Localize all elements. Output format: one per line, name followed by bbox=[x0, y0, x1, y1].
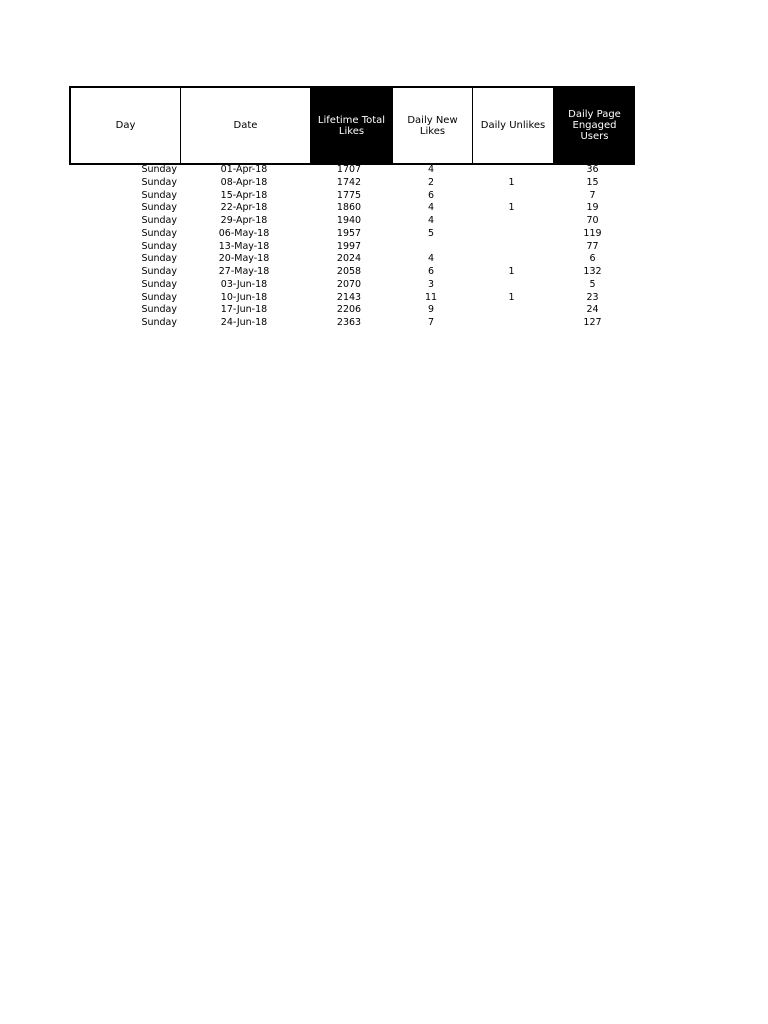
cell-daily-page-engaged-users[interactable]: 19 bbox=[586, 202, 599, 214]
cell-daily-new-likes[interactable]: 11 bbox=[424, 291, 438, 303]
table-header-row bbox=[69, 86, 635, 165]
cell-lifetime-total-likes[interactable]: 2363 bbox=[336, 317, 362, 328]
table-row bbox=[69, 164, 635, 177]
table-row bbox=[69, 190, 635, 203]
header-day[interactable]: Day bbox=[71, 88, 181, 163]
cell-daily-unlikes[interactable]: 1 bbox=[508, 266, 515, 277]
cell-daily-unlikes[interactable] bbox=[471, 241, 552, 254]
table-row bbox=[69, 253, 635, 266]
cell-daily-unlikes[interactable] bbox=[471, 279, 552, 292]
cell-daily-page-engaged-users[interactable]: 70 bbox=[586, 215, 599, 226]
cell-daily-new-likes[interactable]: 5 bbox=[427, 227, 435, 239]
cell-daily-page-engaged-users[interactable]: 6 bbox=[589, 253, 596, 265]
cell-day[interactable]: Sunday bbox=[141, 240, 177, 252]
cell-day[interactable]: Sunday bbox=[141, 253, 177, 265]
cell-day[interactable]: Sunday bbox=[141, 291, 177, 303]
header-daily-page-engaged-users[interactable]: Daily Page Engaged Users bbox=[554, 88, 635, 163]
cell-date[interactable]: 15-Apr-18 bbox=[220, 189, 268, 201]
table-row bbox=[69, 177, 635, 190]
cell-day[interactable]: Sunday bbox=[141, 164, 177, 175]
cell-lifetime-total-likes[interactable]: 1707 bbox=[336, 164, 362, 175]
cell-daily-new-likes[interactable]: 6 bbox=[427, 189, 435, 201]
cell-daily-new-likes[interactable]: 3 bbox=[427, 278, 435, 290]
table-row bbox=[69, 304, 635, 317]
cell-date[interactable]: 29-Apr-18 bbox=[220, 215, 268, 226]
cell-lifetime-total-likes[interactable]: 2058 bbox=[336, 266, 362, 277]
cell-date[interactable]: 13-May-18 bbox=[218, 240, 270, 252]
cell-daily-new-likes[interactable]: 4 bbox=[427, 253, 435, 265]
cell-day[interactable]: Sunday bbox=[141, 189, 177, 201]
cell-daily-new-likes[interactable]: 6 bbox=[427, 266, 435, 277]
table-row bbox=[69, 266, 635, 279]
cell-lifetime-total-likes[interactable]: 2143 bbox=[336, 291, 362, 303]
table-row bbox=[69, 292, 635, 305]
table-row bbox=[69, 202, 635, 215]
cell-daily-unlikes[interactable] bbox=[471, 253, 552, 266]
cell-daily-page-engaged-users[interactable]: 36 bbox=[586, 164, 599, 175]
cell-lifetime-total-likes[interactable]: 1957 bbox=[336, 227, 362, 239]
cell-daily-page-engaged-users[interactable]: 24 bbox=[586, 304, 599, 316]
header-lifetime-total-likes[interactable]: Lifetime Total Likes bbox=[311, 88, 393, 163]
cell-lifetime-total-likes[interactable]: 2024 bbox=[336, 253, 362, 265]
header-daily-new-likes[interactable]: Daily New Likes bbox=[393, 88, 473, 163]
cell-daily-page-engaged-users[interactable]: 23 bbox=[586, 291, 599, 303]
cell-daily-unlikes[interactable]: 1 bbox=[508, 202, 515, 214]
cell-lifetime-total-likes[interactable]: 1997 bbox=[336, 240, 362, 252]
cell-daily-unlikes[interactable] bbox=[471, 215, 552, 228]
cell-day[interactable]: Sunday bbox=[141, 317, 177, 328]
spreadsheet-table bbox=[69, 86, 635, 330]
cell-daily-new-likes[interactable]: 4 bbox=[427, 215, 435, 226]
cell-date[interactable]: 20-May-18 bbox=[218, 253, 270, 265]
cell-daily-page-engaged-users[interactable]: 77 bbox=[586, 240, 599, 252]
header-date[interactable]: Date bbox=[181, 88, 311, 163]
cell-day[interactable]: Sunday bbox=[141, 304, 177, 316]
cell-lifetime-total-likes[interactable]: 1940 bbox=[336, 215, 362, 226]
table-body bbox=[69, 164, 635, 330]
table-row bbox=[69, 215, 635, 228]
cell-date[interactable]: 24-Jun-18 bbox=[220, 317, 268, 328]
cell-day[interactable]: Sunday bbox=[141, 227, 177, 239]
table-row bbox=[69, 317, 635, 330]
cell-daily-page-engaged-users[interactable]: 119 bbox=[583, 227, 602, 239]
cell-daily-page-engaged-users[interactable]: 127 bbox=[583, 317, 602, 328]
table-row bbox=[69, 228, 635, 241]
cell-daily-new-likes[interactable]: 7 bbox=[427, 317, 435, 328]
cell-date[interactable]: 06-May-18 bbox=[218, 227, 270, 239]
cell-daily-new-likes[interactable]: 2 bbox=[427, 176, 435, 188]
cell-date[interactable]: 01-Apr-18 bbox=[220, 164, 268, 175]
cell-lifetime-total-likes[interactable]: 1775 bbox=[336, 189, 362, 201]
cell-lifetime-total-likes[interactable]: 1860 bbox=[336, 202, 362, 214]
cell-day[interactable]: Sunday bbox=[141, 266, 177, 277]
header-daily-unlikes[interactable]: Daily Unlikes bbox=[473, 88, 554, 163]
cell-daily-page-engaged-users[interactable]: 132 bbox=[583, 266, 602, 277]
cell-lifetime-total-likes[interactable]: 1742 bbox=[336, 176, 362, 188]
cell-date[interactable]: 22-Apr-18 bbox=[220, 202, 268, 214]
cell-day[interactable]: Sunday bbox=[141, 215, 177, 226]
cell-daily-new-likes[interactable]: 4 bbox=[427, 164, 435, 175]
cell-date[interactable]: 17-Jun-18 bbox=[220, 304, 268, 316]
cell-daily-unlikes[interactable]: 1 bbox=[508, 291, 515, 303]
cell-lifetime-total-likes[interactable]: 2070 bbox=[336, 278, 362, 290]
table-row bbox=[69, 241, 635, 254]
cell-daily-unlikes[interactable] bbox=[471, 190, 552, 203]
cell-daily-new-likes[interactable]: 9 bbox=[427, 304, 435, 316]
cell-daily-unlikes[interactable] bbox=[471, 317, 552, 330]
cell-date[interactable]: 10-Jun-18 bbox=[220, 291, 268, 303]
cell-daily-unlikes[interactable]: 1 bbox=[508, 176, 515, 188]
cell-day[interactable]: Sunday bbox=[141, 176, 177, 188]
cell-date[interactable]: 08-Apr-18 bbox=[220, 176, 268, 188]
table-row bbox=[69, 279, 635, 292]
cell-daily-unlikes[interactable] bbox=[471, 164, 552, 177]
cell-daily-page-engaged-users[interactable]: 15 bbox=[586, 176, 599, 188]
cell-date[interactable]: 27-May-18 bbox=[218, 266, 270, 277]
cell-day[interactable]: Sunday bbox=[141, 202, 177, 214]
cell-daily-new-likes[interactable] bbox=[391, 241, 471, 254]
cell-daily-page-engaged-users[interactable]: 5 bbox=[589, 278, 596, 290]
cell-daily-unlikes[interactable] bbox=[471, 304, 552, 317]
cell-day[interactable]: Sunday bbox=[141, 278, 177, 290]
cell-daily-page-engaged-users[interactable]: 7 bbox=[589, 189, 596, 201]
cell-daily-unlikes[interactable] bbox=[471, 228, 552, 241]
cell-lifetime-total-likes[interactable]: 2206 bbox=[336, 304, 362, 316]
cell-date[interactable]: 03-Jun-18 bbox=[220, 278, 268, 290]
cell-daily-new-likes[interactable]: 4 bbox=[427, 202, 435, 214]
